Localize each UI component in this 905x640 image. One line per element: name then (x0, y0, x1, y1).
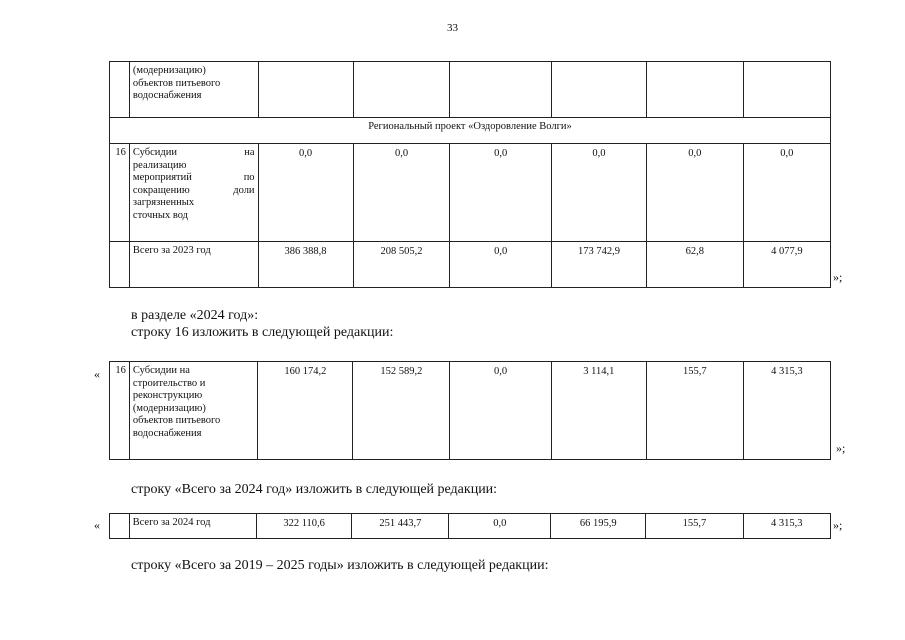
name-line: водоснабжения (132, 90, 202, 101)
value-cell: 322 110,6 (257, 514, 352, 539)
row-name-cell (129, 144, 258, 242)
value-cell: 62,8 (646, 242, 743, 288)
row-name-cell (129, 62, 258, 118)
closing-quote: »; (833, 270, 843, 284)
value-cell: 208 505,2 (353, 242, 450, 288)
page-number: 33 (447, 22, 458, 34)
value-cell: 0,0 (743, 144, 830, 242)
value-cell: 66 195,9 (551, 514, 646, 539)
row-number-cell: 16 (110, 144, 130, 242)
name-line: сточных вод (132, 209, 189, 221)
value-cell: 0,0 (353, 144, 450, 242)
value-cell: 155,7 (646, 514, 743, 539)
row-name-cell: Всего за 2023 год (129, 242, 258, 288)
value-cell (258, 62, 353, 118)
name-line: загрязненных (132, 197, 195, 208)
value-cell: 0,0 (449, 514, 551, 539)
value-cell: 0,0 (450, 362, 551, 460)
value-cell (646, 62, 743, 118)
value-cell: 0,0 (646, 144, 743, 242)
value-cell: 0,0 (551, 144, 646, 242)
name-word: мероприятий (132, 172, 192, 183)
value-cell: 0,0 (450, 144, 551, 242)
value-cell (450, 62, 551, 118)
value-cell: 3 114,1 (551, 362, 646, 460)
row-name-cell: Всего за 2024 год (129, 514, 256, 539)
name-line (133, 147, 255, 160)
value-cell: 251 443,7 (352, 514, 449, 539)
name-line: (модернизацию) (132, 65, 206, 76)
value-cell: 386 388,8 (258, 242, 353, 288)
name-line: строительство и (132, 377, 206, 389)
section-header-row (110, 118, 831, 144)
value-cell: 0,0 (258, 144, 353, 242)
table-total-2024 (109, 513, 831, 539)
section-title: Региональный проект «Оздоровление Волги» (110, 118, 831, 144)
row-name-cell (129, 362, 257, 460)
value-cell: 160 174,2 (258, 362, 353, 460)
row-number-cell (110, 62, 130, 118)
value-cell: 155,7 (646, 362, 743, 460)
opening-quote: « (94, 518, 100, 532)
table-row (110, 362, 831, 460)
paragraph-total-2024-instruction: строку «Всего за 2024 год» изложить в следующей редакции: (131, 482, 498, 497)
value-cell: 173 742,9 (551, 242, 646, 288)
table-row (110, 144, 831, 242)
value-cell: 4 315,3 (743, 362, 830, 460)
value-cell (551, 62, 646, 118)
name-word: на (244, 147, 255, 158)
name-line (133, 172, 255, 185)
value-cell (743, 62, 830, 118)
name-word: сокращению (132, 184, 190, 196)
name-word: по (243, 172, 255, 183)
opening-quote: « (94, 367, 100, 381)
name-word: доли (233, 184, 255, 196)
table-2023-continued (109, 61, 831, 288)
name-line: Субсидии на (132, 365, 190, 376)
name-line: (модернизацию) (132, 402, 206, 414)
value-cell: 152 589,2 (353, 362, 450, 460)
closing-quote: »; (833, 518, 843, 532)
name-line: объектов питьевого (132, 77, 221, 89)
row-number-cell (110, 514, 130, 539)
paragraph-total-2019-2025-instruction: строку «Всего за 2019 – 2025 годы» изложить в следующей редакции: (131, 558, 549, 573)
value-cell: 0,0 (450, 242, 551, 288)
value-cell: 4 315,3 (743, 514, 830, 539)
row-number-cell: 16 (110, 362, 130, 460)
paragraph-row16-instruction: строку 16 изложить в следующей редакции: (131, 325, 394, 340)
name-line (133, 185, 255, 198)
value-cell: 4 077,9 (743, 242, 830, 288)
closing-quote: »; (836, 441, 846, 455)
name-line: реконструкцию (132, 390, 203, 401)
name-line: объектов питьевого (132, 415, 221, 426)
table-row-total (110, 242, 831, 288)
table-row-total (110, 514, 831, 539)
name-line: водоснабжения (132, 427, 202, 439)
name-word: Субсидии (132, 147, 177, 158)
paragraph-section-2024: в разделе «2024 год»: (131, 308, 259, 323)
table-row16-2024 (109, 361, 831, 460)
name-line: реализацию (132, 159, 187, 171)
row-number-cell (110, 242, 130, 288)
value-cell (353, 62, 450, 118)
table-row (110, 62, 831, 118)
